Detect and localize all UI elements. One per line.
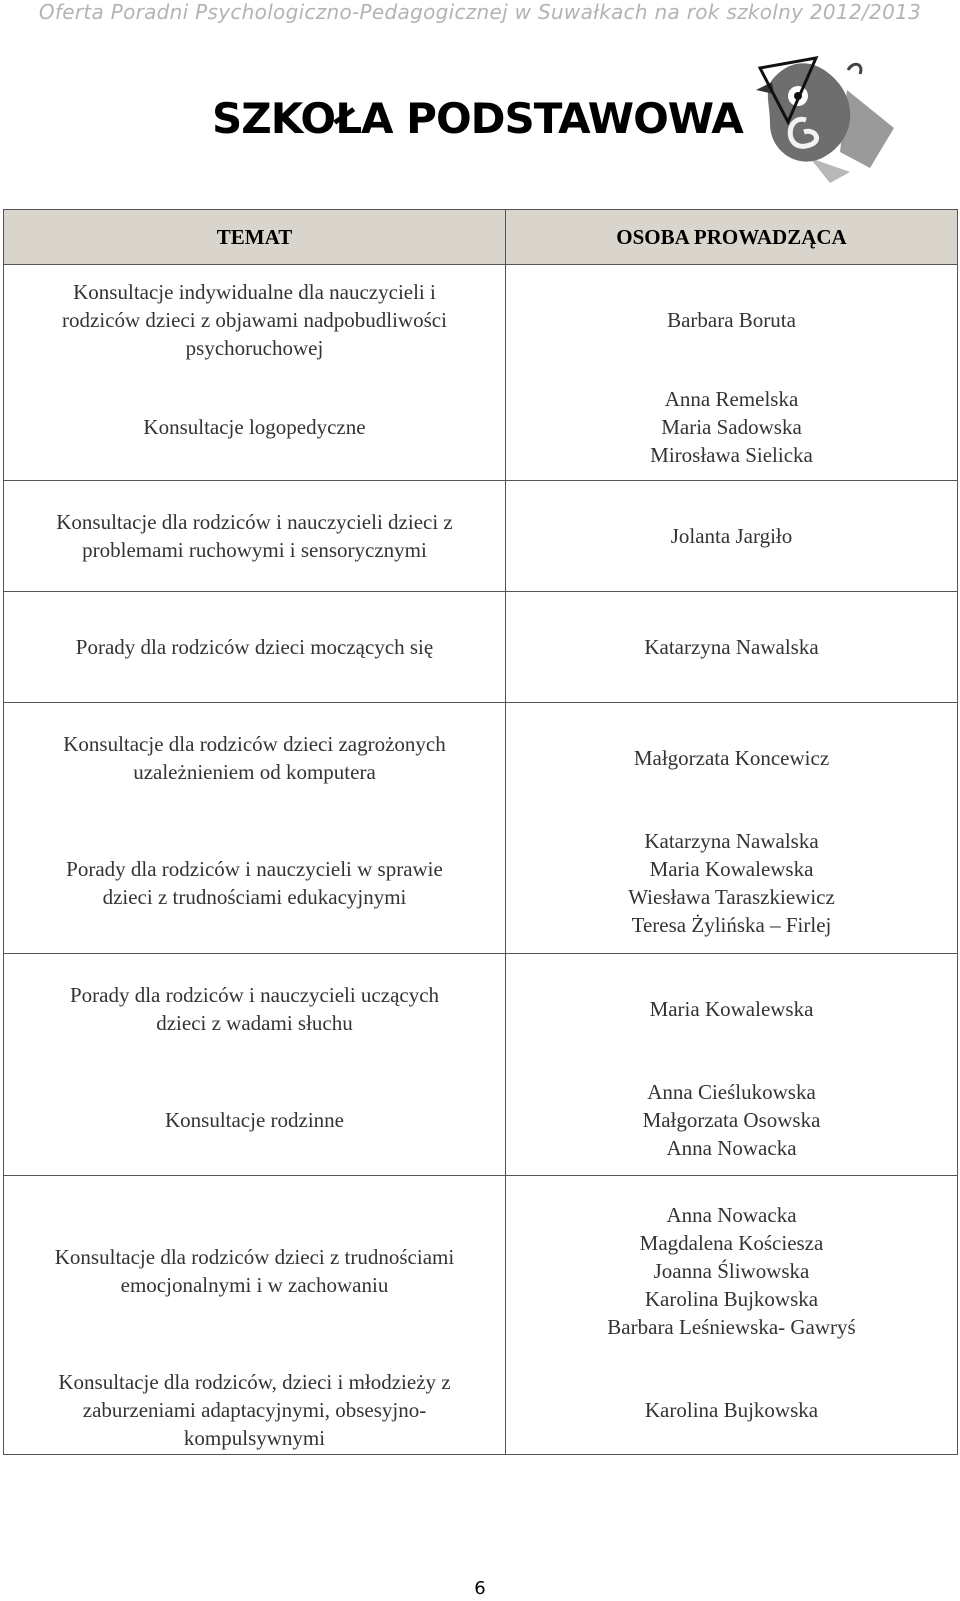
person-cell — [506, 1176, 958, 1366]
topic-line: rodziców dzieci z objawami nadpobudliwości — [62, 307, 447, 332]
topic-cell — [4, 1065, 506, 1176]
topic-line: kompulsywnymi — [183, 1425, 326, 1450]
person-name: Joanna Śliwowska — [653, 1258, 810, 1283]
person-name: Anna Nowacka — [666, 1202, 797, 1227]
topic-cell — [4, 1176, 506, 1366]
topic-cell — [4, 592, 506, 703]
topic-line: dzieci z wadami słuchu — [156, 1011, 353, 1036]
topic-cell — [4, 1366, 506, 1455]
topic-cell — [4, 265, 506, 375]
person-name: Wiesława Taraszkiewicz — [628, 885, 835, 910]
person-name: Jolanta Jargiło — [670, 524, 793, 548]
page-number: 6 — [474, 1578, 486, 1599]
table-row — [4, 814, 958, 954]
person-name: Barbara Boruta — [667, 307, 796, 332]
running-header: Oferta Poradni Psychologiczno-Pedagogicznej w Suwałkach na rok szkolny 2012/2013 — [38, 0, 922, 24]
person-name: Teresa Żylińska – Firlej — [631, 913, 832, 938]
topic-line: Porady dla rodziców i nauczycieli w sprawie — [66, 857, 443, 882]
person-name: Barbara Leśniewska- Gawryś — [607, 1314, 856, 1339]
person-name: Maria Kowalewska — [649, 857, 814, 882]
topic-line: Konsultacje dla rodziców, dzieci i młodzieży z — [58, 1369, 451, 1394]
topic-line: Konsultacje indywidualne dla nauczycieli i — [73, 279, 436, 304]
person-cell — [506, 1366, 958, 1455]
table-row — [4, 265, 958, 375]
topic-cell — [4, 703, 506, 814]
table-row — [4, 703, 958, 814]
person-name: Anna Remelska — [664, 387, 799, 412]
table-row — [4, 1366, 958, 1455]
consultation-table — [3, 209, 958, 1455]
person-name: Anna Nowacka — [666, 1135, 797, 1160]
topic-line: dzieci z trudnościami edukacyjnymi — [102, 885, 407, 910]
page-title: SZKOŁA PODSTAWOWA — [212, 94, 743, 143]
person-name: Małgorzata Osowska — [642, 1107, 821, 1132]
person-cell — [506, 703, 958, 814]
topic-line: zaburzeniami adaptacyjnymi, obsesyjno- — [82, 1397, 427, 1422]
topic-line: Konsultacje rodzinne — [164, 1107, 345, 1132]
topic-line: Konsultacje dla rodziców i nauczycieli dzieci z — [56, 510, 453, 534]
person-cell — [506, 814, 958, 954]
table-row — [4, 954, 958, 1065]
person-cell — [506, 1065, 958, 1176]
topic-line: Porady dla rodziców dzieci moczących się — [75, 635, 434, 659]
poradnia-logo — [752, 50, 902, 185]
topic-line: Konsultacje logopedyczne — [143, 415, 366, 440]
table-row — [4, 481, 958, 592]
topic-cell — [4, 375, 506, 481]
table-row — [4, 1176, 958, 1366]
topic-cell — [4, 954, 506, 1065]
person-name: Karolina Bujkowska — [644, 1397, 819, 1422]
topic-line: problemami ruchowymi i sensorycznymi — [82, 538, 427, 562]
table-row — [4, 592, 958, 703]
person-cell — [506, 375, 958, 481]
person-name: Maria Kowalewska — [649, 997, 814, 1022]
topic-cell — [4, 481, 506, 592]
person-name: Mirosława Sielicka — [650, 443, 813, 468]
person-name: Anna Cieślukowska — [647, 1079, 816, 1104]
table-row — [4, 375, 958, 481]
person-name: Magdalena Kościesza — [639, 1230, 824, 1255]
column-header-topic: TEMAT — [4, 210, 506, 265]
person-name: Katarzyna Nawalska — [644, 829, 819, 854]
person-cell — [506, 592, 958, 703]
topic-line: Porady dla rodziców i nauczycieli uczących — [69, 983, 440, 1008]
topic-line: emocjonalnymi i w zachowaniu — [120, 1272, 389, 1297]
person-cell — [506, 265, 958, 375]
person-cell — [506, 954, 958, 1065]
table-header-row — [4, 210, 958, 265]
column-header-person: OSOBA PROWADZĄCA — [506, 210, 958, 265]
topic-line: Konsultacje dla rodziców dzieci zagrożonych — [63, 732, 446, 757]
topic-line: psychoruchowej — [185, 335, 324, 360]
person-name: Maria Sadowska — [661, 415, 802, 440]
table-row — [4, 1065, 958, 1176]
topic-cell — [4, 814, 506, 954]
person-cell — [506, 481, 958, 592]
person-name: Karolina Bujkowska — [644, 1286, 819, 1311]
topic-line: Konsultacje dla rodziców dzieci z trudnościami — [54, 1244, 455, 1269]
person-name: Katarzyna Nawalska — [644, 635, 819, 659]
topic-line: uzależnieniem od komputera — [133, 760, 376, 785]
person-name: Małgorzata Koncewicz — [633, 746, 830, 771]
